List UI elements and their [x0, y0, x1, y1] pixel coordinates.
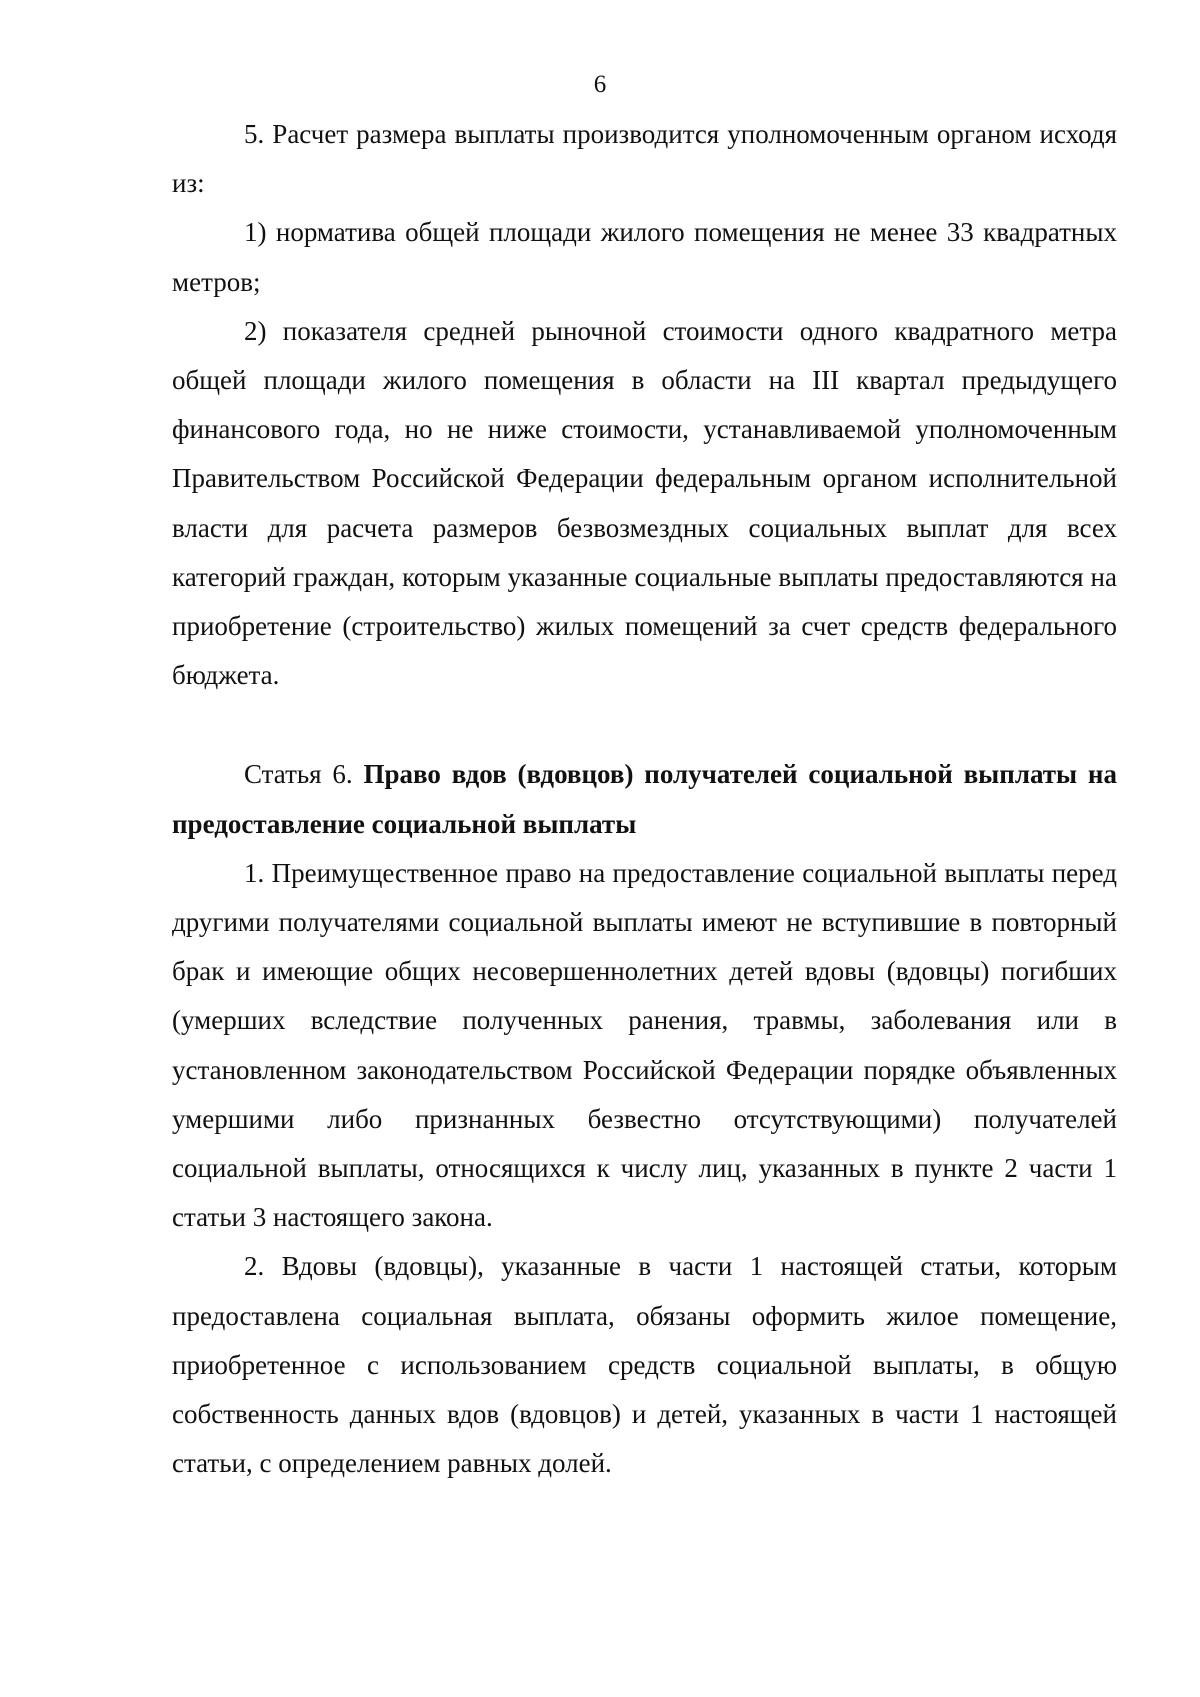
- document-body: [172, 110, 1117, 1488]
- page-number: 6: [593, 71, 607, 98]
- section5-intro-paragraph: 5. Расчет размера выплаты производится уполномоченным органом исходя из:: [172, 119, 1117, 199]
- section5-item2-paragraph: 2) показателя средней рыночной стоимости одного квадратного метра общей площади жилого помещения в области на III квартал предыдущего финансового года, но не ниже стоимости, устанавливаемой уполномоченным Правительством Российской Федерации федеральным органом исполнительной власти для расчета размеров безвозмездных социальных выплат для всех категорий граждан, которым указанные социальные выплаты предоставляются на приобретение (строительство) жилых помещений за счет средств федерального бюджета.: [172, 315, 1117, 691]
- article-title: Право вдов (вдовцов) получателей социальной выплаты на предоставление социальной выплаты: [172, 759, 1117, 839]
- article6-paragraph-1: 1. Преимущественное право на предоставление социальной выплаты перед другими получателями социальной выплаты имеют не вступившие в повторный брак и имеющие общих несовершеннолетних детей вдовы (вдовцы) погибших (умерших вследствие полученных ранения, травмы, заболевания или в установленном законодательством Российской Федерации порядке объявленных умершими либо признанных безвестно отсутствующими) получателей социальной выплаты, относящихся к числу лиц, указанных в пункте 2 части 1 статьи 3 настоящего закона.: [172, 857, 1117, 1233]
- article6-paragraph-2: 2. Вдовы (вдовцы), указанные в части 1 настоящей статьи, которым предоставлена социальная выплата, обязаны оформить жилое помещение, приобретенное с использованием средств социальной выплаты, в общую собственность данных вдов (вдовцов) и детей, указанных в части 1 настоящей статьи, с определением равных долей.: [172, 1251, 1117, 1479]
- article-label: Статья 6.: [244, 759, 353, 790]
- section5-item1-paragraph: 1) норматива общей площади жилого помещения не менее 33 квадратных метров;: [172, 217, 1117, 297]
- article-heading: [172, 750, 1117, 848]
